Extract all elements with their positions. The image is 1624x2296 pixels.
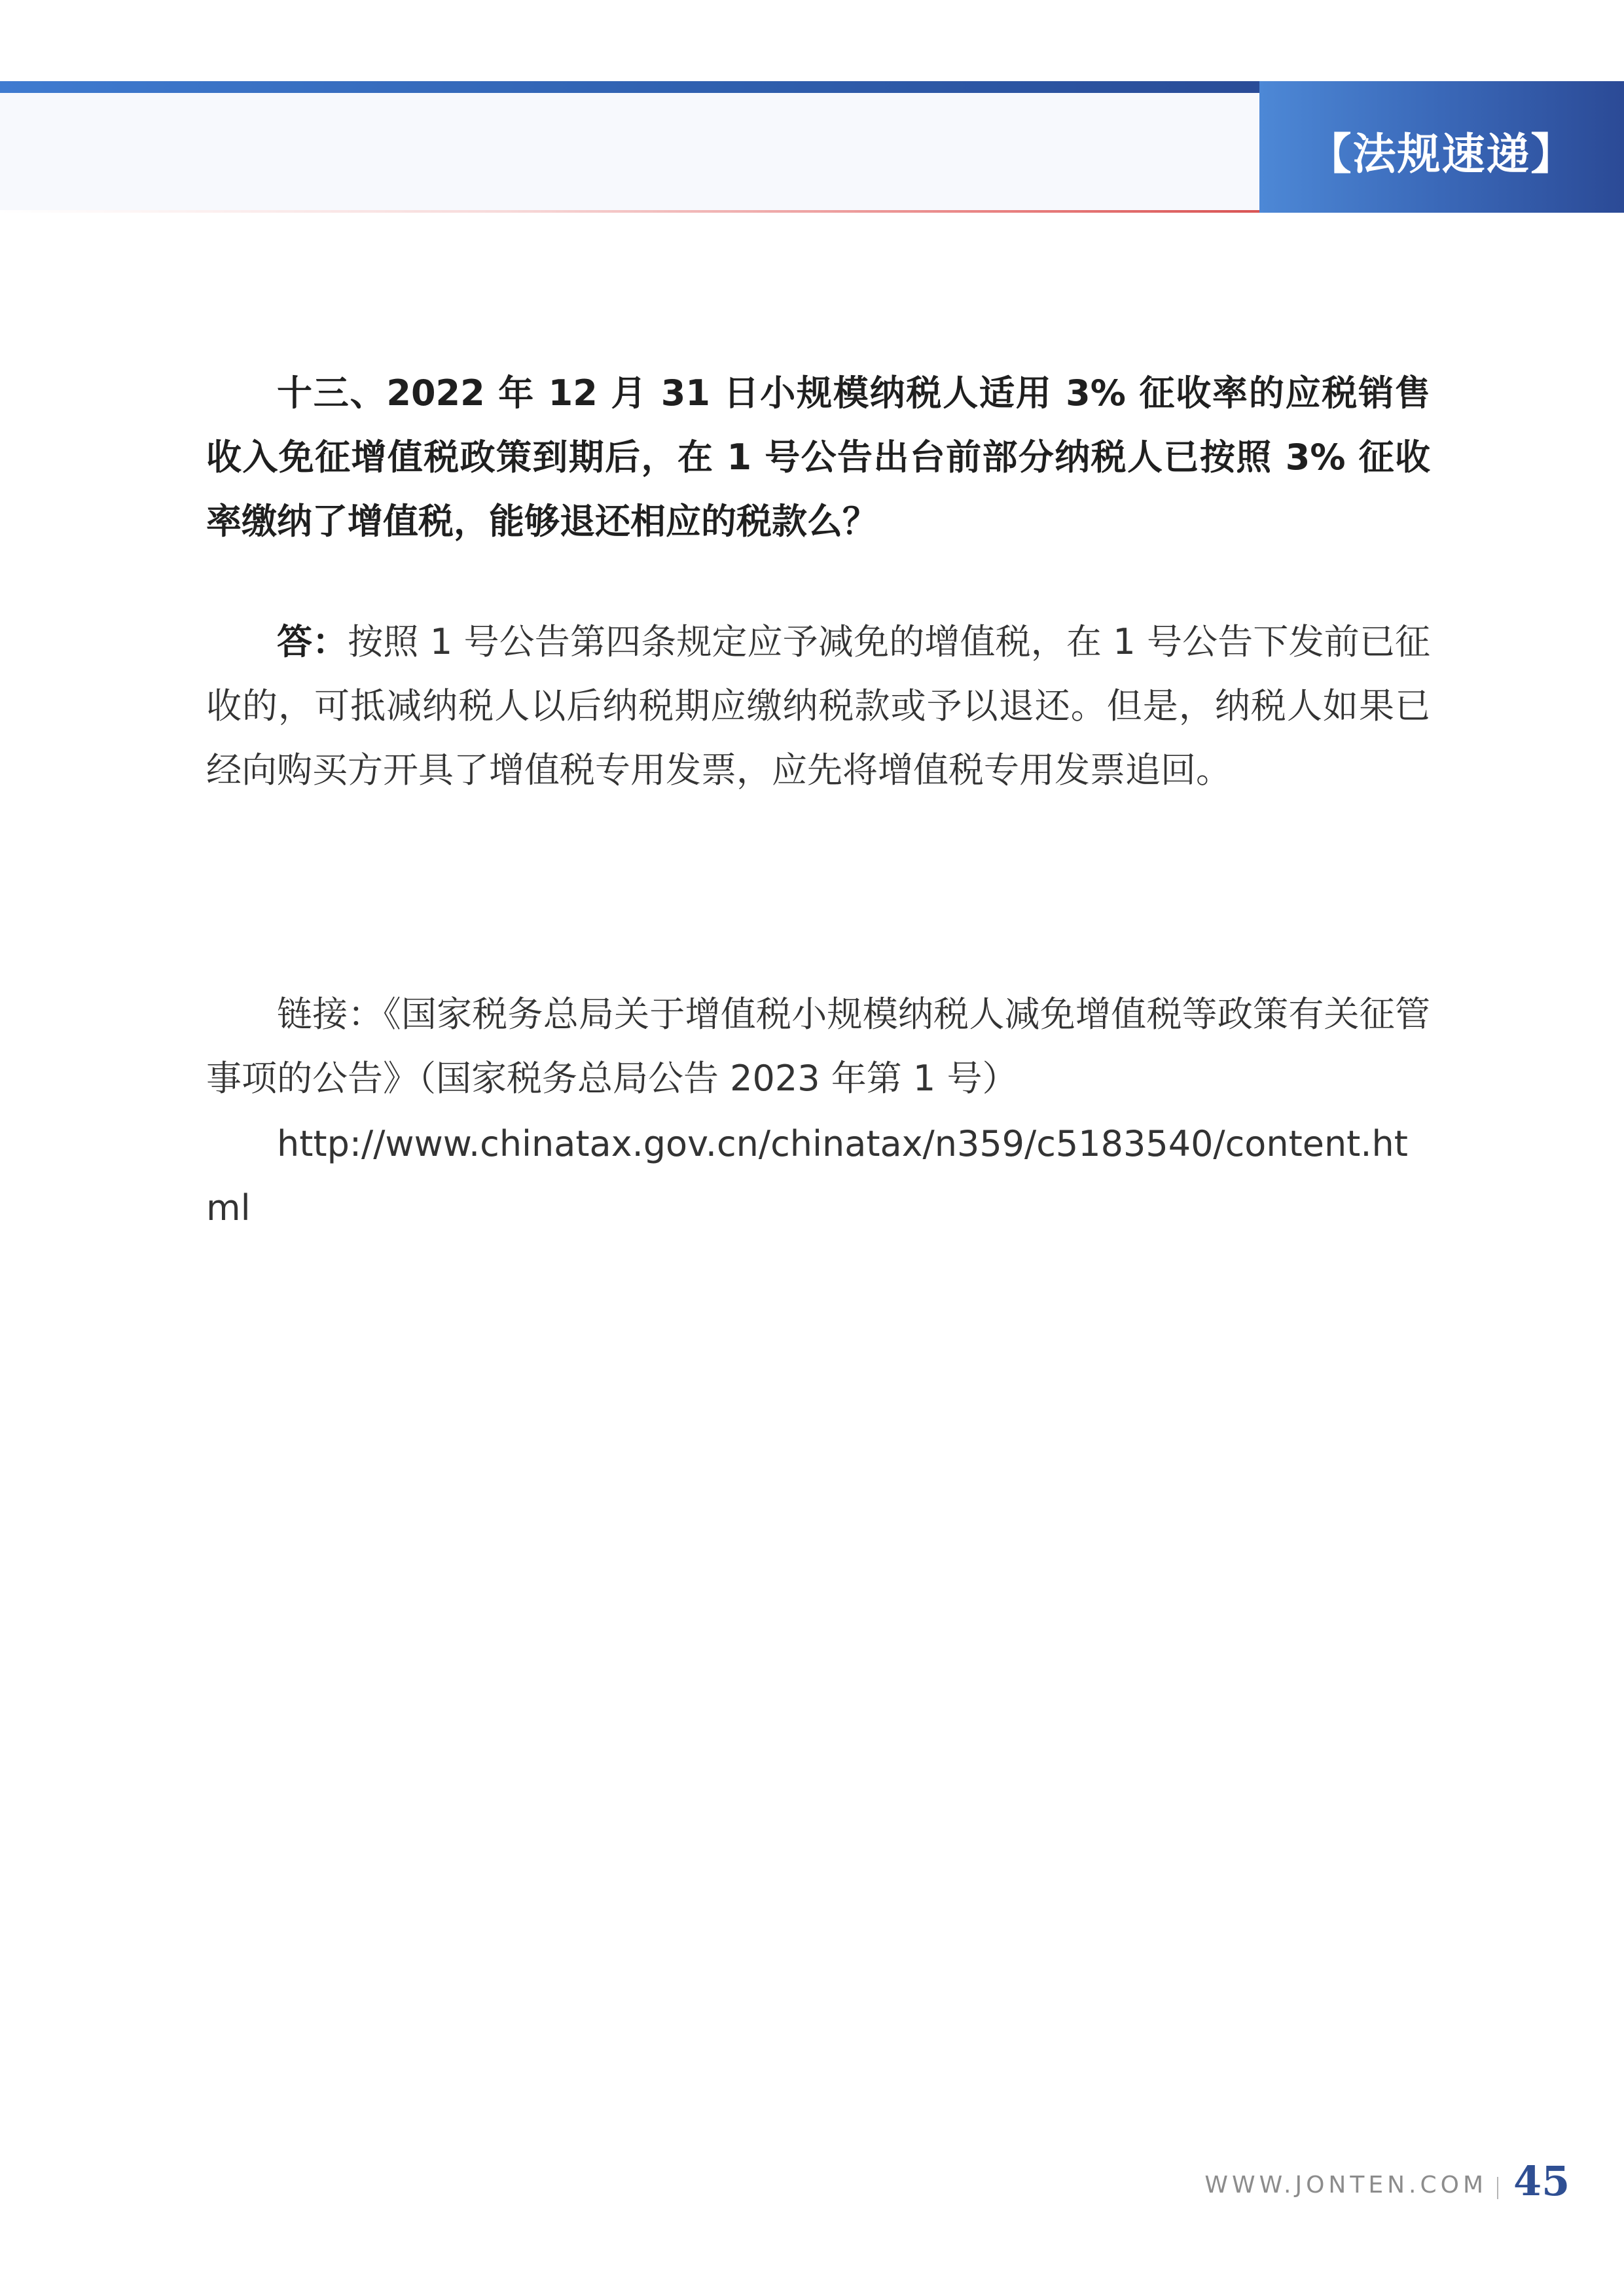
answer-label: 答：: [277, 621, 348, 662]
header-underline: [0, 210, 1259, 213]
section-tab-label: 【法规速递】: [1308, 128, 1576, 179]
link-url[interactable]: http://www.chinatax.gov.cn/chinatax/n359/c5183540/content.html: [206, 1123, 1408, 1229]
header-band: [0, 93, 1259, 211]
page-number: 45: [1513, 2157, 1570, 2205]
answer-paragraph: [206, 610, 1430, 802]
answer-text: 按照 1 号公告第四条规定应予减免的增值税，在 1 号公告下发前已征收的，可抵减纳税人以后纳税期应缴纳税款或予以退还。但是，纳税人如果已经向购买方开具了增值税专用发票，应先将增值税专用发票追回。: [206, 621, 1430, 791]
question-heading: 十三、2022 年 12 月 31 日小规模纳税人适用 3% 征收率的应税销售收入免征增值税政策到期后，在 1 号公告出台前部分纳税人已按照 3% 征收率缴纳了增值税，能够退还相应的税款么？: [206, 372, 1430, 542]
link-citation: 链接：《国家税务总局关于增值税小规模纳税人减免增值税等政策有关征管事项的公告》（国家税务总局公告 2023 年第 1 号）: [206, 994, 1430, 1099]
footer-divider: [1497, 2177, 1498, 2199]
footer-website: WWW.JONTEN.COM: [1204, 2172, 1487, 2198]
section-tab: [1259, 81, 1624, 213]
